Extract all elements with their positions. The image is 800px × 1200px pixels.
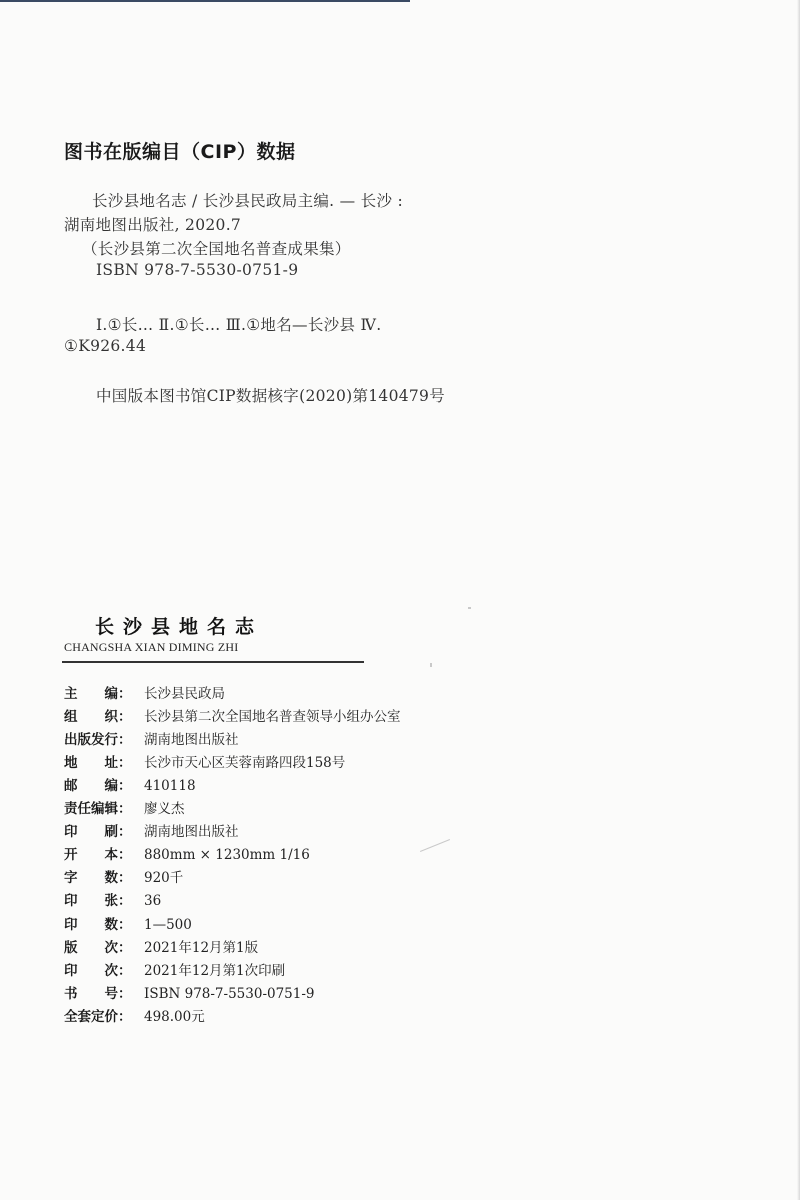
colophon-value: 廖义杰 [144,801,185,817]
scan-speck [468,607,471,609]
colophon-row-price [64,1005,205,1027]
colophon-row-format [64,843,310,865]
colophon-value: 498.00元 [144,1009,205,1025]
colophon-label: 责任编辑： [64,801,132,817]
colophon-label: 印 刷： [64,824,132,840]
scan-speck [430,663,432,667]
colophon-value: 湖南地图出版社 [144,824,239,840]
cip-isbn-line: ISBN 978-7-5530-0751-9 [96,261,299,279]
colophon-label: 印 数： [64,917,132,933]
colophon-value: 湖南地图出版社 [144,732,239,748]
colophon-value: ISBN 978-7-5530-0751-9 [144,986,315,1002]
colophon-label: 版 次： [64,940,132,956]
colophon-row-editor [64,682,225,704]
colophon-value: 长沙县第二次全国地名普查领导小组办公室 [144,709,401,725]
colophon-row-publisher [64,728,239,750]
cip-series-line: （长沙县第二次全国地名普查成果集） [82,240,351,258]
colophon-label: 印 张： [64,893,132,909]
cip-record-number: 中国版本图书馆CIP数据核字(2020)第140479号 [96,387,446,405]
cip-classification-line: ①K926.44 [64,337,147,355]
colophon-label: 地 址： [64,755,132,771]
colophon-value: 长沙市天心区芙蓉南路四段158号 [144,755,346,771]
colophon-label: 书 号： [64,986,132,1002]
colophon-label: 出版发行： [64,732,132,748]
colophon-row-word-count [64,866,183,888]
colophon-label: 组 织： [64,709,132,725]
colophon-label: 主 编： [64,686,132,702]
colophon-label: 开 本： [64,847,132,863]
cip-bibliographic-line: 长沙县地名志 / 长沙县民政局主编. — 长沙 : [92,192,404,210]
colophon-row-print-run [64,913,192,935]
colophon-row-organizer [64,705,401,727]
colophon-row-isbn [64,982,315,1004]
colophon-value: 920千 [144,870,184,886]
colophon-label: 印 次： [64,963,132,979]
cip-subject-line: Ⅰ.①长… Ⅱ.①长… Ⅲ.①地名—长沙县 Ⅳ. [96,316,382,334]
cip-publisher-line: 湖南地图出版社, 2020.7 [64,216,242,234]
colophon-label: 字 数： [64,870,132,886]
colophon-row-printing [64,959,285,981]
colophon-value: 长沙县民政局 [144,686,225,702]
colophon-value: 410118 [144,778,196,794]
book-title: 长沙县地名志 [95,616,264,638]
colophon-row-sheets [64,889,161,911]
colophon-label: 邮 编： [64,778,132,794]
page-top-edge [0,0,410,2]
colophon-value: 2021年12月第1次印刷 [144,963,286,979]
colophon-row-printer [64,820,239,842]
scan-scratch [420,839,450,852]
colophon-label: 全套定价： [64,1009,132,1025]
colophon-row-edition [64,936,258,958]
colophon-value: 2021年12月第1版 [144,940,259,956]
colophon-row-responsible-editor [64,797,185,819]
colophon-row-postcode [64,774,196,796]
colophon-value: 1—500 [144,917,192,933]
colophon-value: 880mm × 1230mm 1/16 [144,847,310,863]
colophon-row-address [64,751,345,773]
colophon-value: 36 [144,893,162,909]
cip-heading: 图书在版编目（CIP）数据 [64,141,296,163]
book-pinyin-title: CHANGSHA XIAN DIMING ZHI [64,640,239,654]
title-divider [62,661,364,663]
